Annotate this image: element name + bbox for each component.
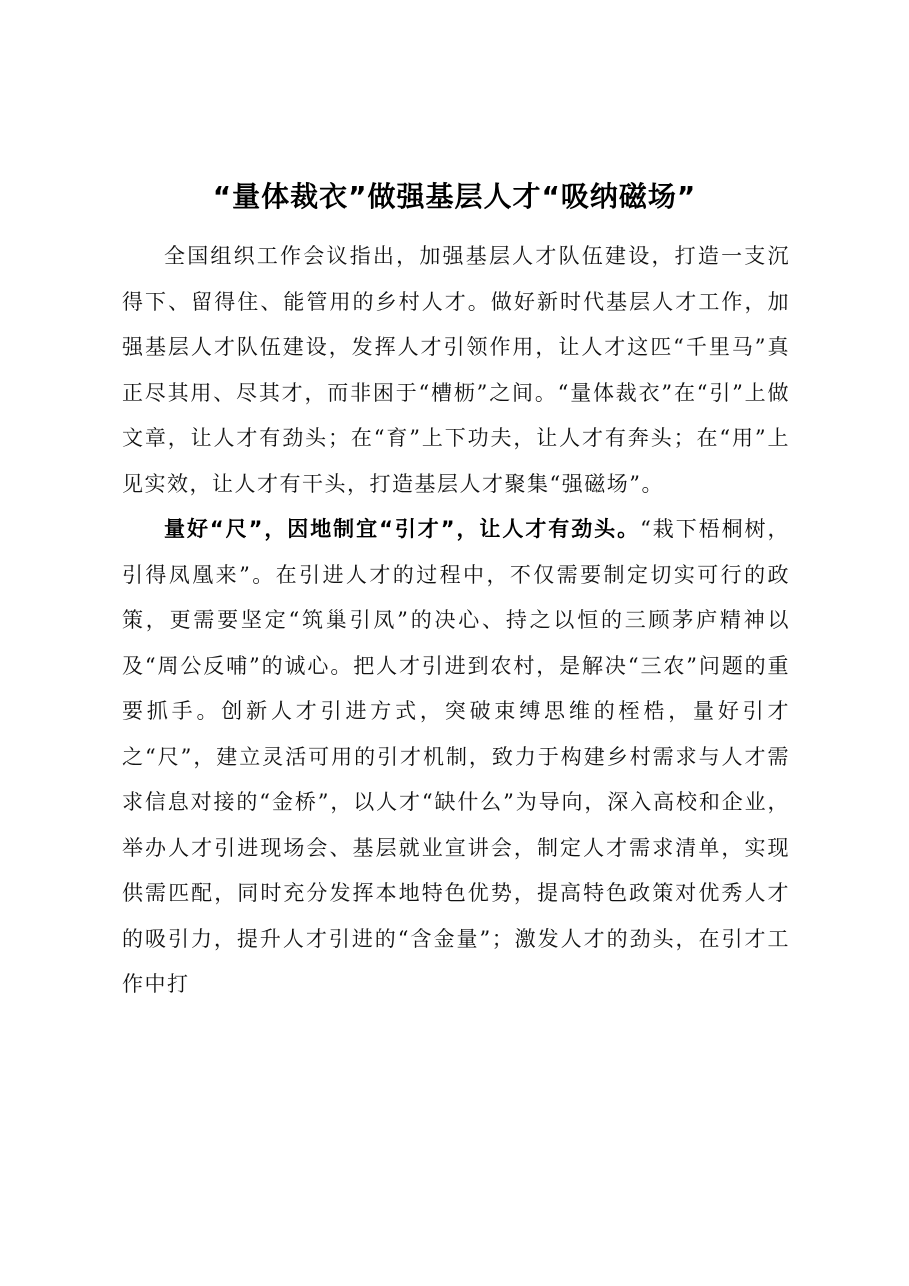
document-body [122, 234, 790, 1008]
paragraph-text: “栽下梧桐树，引得凤凰来”。在引进人才的过程中，不仅需要制定切实可行的政策，更需要坚定“筑巢引凤”的决心、持之以恒的三顾茅庐精神以及“周公反哺”的诚心。把人才引进到农村，是解决“三农”问题的重要抓手。创新人才引进方式，突破束缚思维的桎梏，量好引才之“尺”，建立灵活可用的引才机制，致力于构建乡村需求与人才需求信息对接的“金桥”，以人才“缺什么”为导向，深入高校和企业，举办人才引进现场会、基层就业宣讲会，制定人才需求清单，实现供需匹配，同时充分发挥本地特色优势，提高特色政策对优秀人才的吸引力，提升人才引进的“含金量”；激发人才的劲头，在引才工作中打 [122, 517, 790, 996]
paragraph-section-one [122, 507, 790, 1008]
paragraph-lead-heading: 量好“尺”，因地制宜“引才”，让人才有劲头。 [164, 517, 641, 541]
paragraph-text: 全国组织工作会议指出，加强基层人才队伍建设，打造一支沉得下、留得住、能管用的乡村人才。做好新时代基层人才工作，加强基层人才队伍建设，发挥人才引领作用，让人才这匹“千里马”真正尽其用、尽其才，而非困于“槽枥”之间。“量体裁衣”在“引”上做文章，让人才有劲头；在“育”上下功夫，让人才有奔头；在“用”上见实效，让人才有干头，打造基层人才聚集“强磁场”。 [122, 244, 790, 496]
document-title: “量体裁衣”做强基层人才“吸纳磁场” [212, 179, 697, 213]
paragraph-intro [122, 234, 790, 507]
